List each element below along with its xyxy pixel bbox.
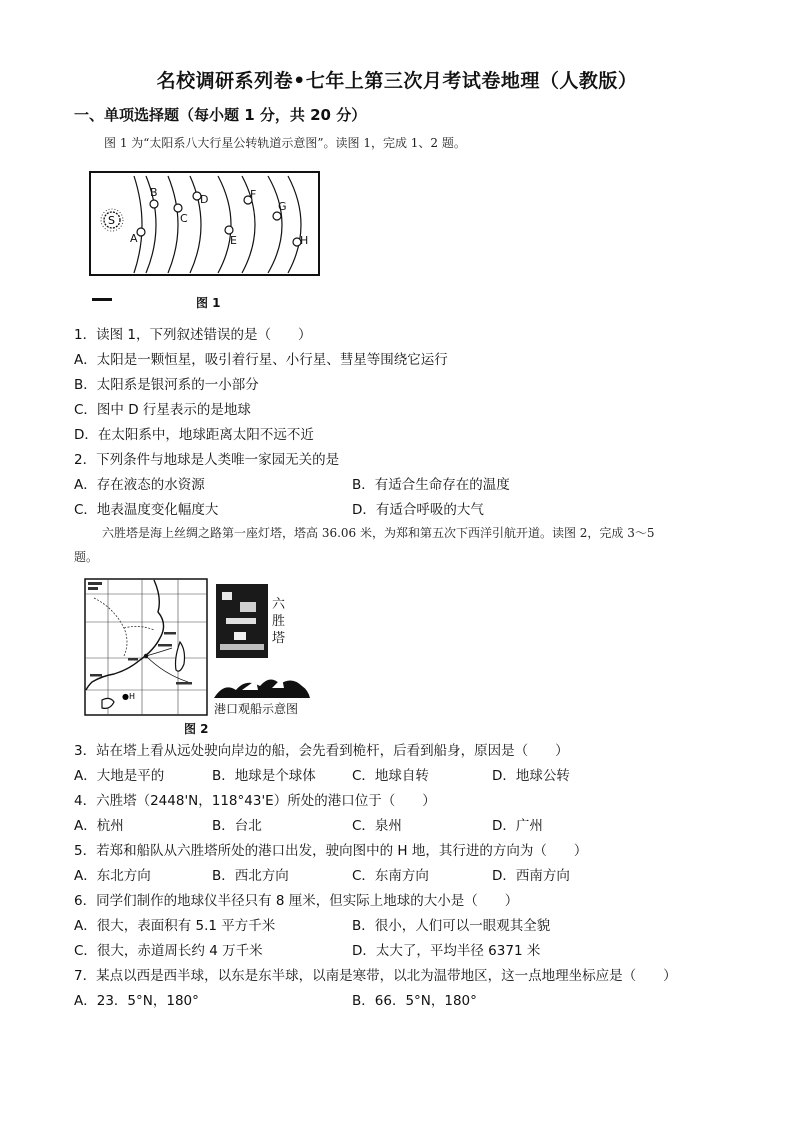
question-3-option-d[interactable]: D．地球公转 — [492, 768, 570, 784]
tower-photo-icon — [216, 584, 268, 658]
question-6-option-a[interactable]: A．很大，表面积有 5.1 平方千米 — [74, 918, 276, 934]
question-7-option-b[interactable]: B．66．5°N，180° — [352, 993, 477, 1009]
intro-figure2-line2: 题。 — [74, 550, 99, 564]
sun-label: S — [108, 214, 115, 227]
question-1-option-d[interactable]: D．在太阳系中，地球距离太阳不远不近 — [74, 427, 314, 443]
question-7-option-a[interactable]: A．23．5°N，180° — [74, 993, 199, 1009]
intro-figure1: 图 1 为“太阳系八大行星公转轨道示意图”。读图 1，完成 1、2 题。 — [104, 136, 466, 150]
planet-label-g: G — [278, 200, 287, 213]
question-4-option-a[interactable]: A．杭州 — [74, 818, 124, 834]
point-h-label: ●H — [122, 692, 135, 701]
port-marker — [144, 654, 148, 658]
intro-figure2-line1: 六胜塔是海上丝绸之路第一座灯塔，塔高 36.06 米，为郑和第五次下西洋引航开道。读图 2，完成 3～5 — [102, 526, 655, 540]
section-heading: 一、单项选择题（每小题 1 分，共 20 分） — [74, 106, 367, 124]
question-3-option-c[interactable]: C．地球自转 — [352, 768, 429, 784]
planet-g — [273, 212, 281, 220]
question-2-stem: 2．下列条件与地球是人类唯一家园无关的是 — [74, 452, 340, 468]
scan-mark — [92, 298, 112, 301]
question-3-option-b[interactable]: B．地球是个球体 — [212, 768, 316, 784]
question-6-option-d[interactable]: D．太大了，平均半径 6371 米 — [352, 943, 541, 959]
question-3-option-a[interactable]: A．大地是平的 — [74, 768, 165, 784]
planet-label-b: B — [150, 186, 158, 199]
question-5-option-a[interactable]: A．东北方向 — [74, 868, 151, 884]
planet-label-f: F — [250, 188, 257, 201]
planet-label-a: A — [130, 232, 138, 245]
figure2-map — [84, 578, 208, 716]
question-5-stem: 5．若郑和船队从六胜塔所处的港口出发，驶向图中的 H 地，其行进的方向为（ ） — [74, 843, 588, 859]
question-4-stem: 4．六胜塔（2448'N，118°43'E）所处的港口位于（ ） — [74, 793, 436, 809]
question-5-option-d[interactable]: D．西南方向 — [492, 868, 570, 884]
question-1-stem: 1．读图 1，下列叙述错误的是（ ） — [74, 327, 312, 343]
question-5-option-c[interactable]: C．东南方向 — [352, 868, 429, 884]
question-1-option-c[interactable]: C．图中 D 行星表示的是地球 — [74, 402, 251, 418]
question-4-option-d[interactable]: D．广州 — [492, 818, 543, 834]
question-7-stem: 7．某点以西是西半球，以东是东半球，以南是寒带，以北为温带地区，这一点地理坐标应是（ ） — [74, 968, 677, 984]
question-3-stem: 3．站在塔上看从远处驶向岸边的船，会先看到桅杆，后看到船身，原因是（ ） — [74, 743, 569, 759]
planet-b — [150, 200, 158, 208]
question-4-option-b[interactable]: B．台北 — [212, 818, 262, 834]
planet-a — [137, 228, 145, 236]
figure1-caption: 图 1 — [196, 296, 221, 310]
planet-label-e: E — [230, 234, 237, 247]
tower-label: 六胜塔 — [272, 597, 286, 646]
question-6-option-b[interactable]: B．很小，人们可以一眼观其全貌 — [352, 918, 551, 934]
planet-label-d: D — [200, 193, 209, 206]
question-2-option-b[interactable]: B．有适合生命存在的温度 — [352, 477, 510, 493]
question-6-option-c[interactable]: C．很大，赤道周长约 4 万千米 — [74, 943, 263, 959]
question-5-option-b[interactable]: B．西北方向 — [212, 868, 289, 884]
question-2-option-a[interactable]: A．存在液态的水资源 — [74, 477, 205, 493]
planet-e — [225, 226, 233, 234]
planet-c — [174, 204, 182, 212]
planet-label-h: H — [300, 234, 309, 247]
page-title: 名校调研系列卷•七年上第三次月考试卷地理（人教版） — [156, 70, 638, 92]
question-1-option-a[interactable]: A．太阳是一颗恒星，吸引着行星、小行星、彗星等围绕它运行 — [74, 352, 448, 368]
harbor-ship-icon — [212, 672, 312, 702]
planet-label-c: C — [180, 212, 188, 225]
question-1-option-b[interactable]: B．太阳系是银河系的一小部分 — [74, 377, 259, 393]
figure2-caption: 图 2 — [184, 722, 209, 736]
figure1-solar-system-diagram — [88, 170, 322, 278]
question-6-stem: 6．同学们制作的地球仪半径只有 8 厘米，但实际上地球的大小是（ ） — [74, 893, 519, 909]
question-4-option-c[interactable]: C．泉州 — [352, 818, 402, 834]
harbor-caption: 港口观船示意图 — [214, 702, 299, 716]
question-2-option-c[interactable]: C．地表温度变化幅度大 — [74, 502, 219, 518]
question-2-option-d[interactable]: D．有适合呼吸的大气 — [352, 502, 484, 518]
